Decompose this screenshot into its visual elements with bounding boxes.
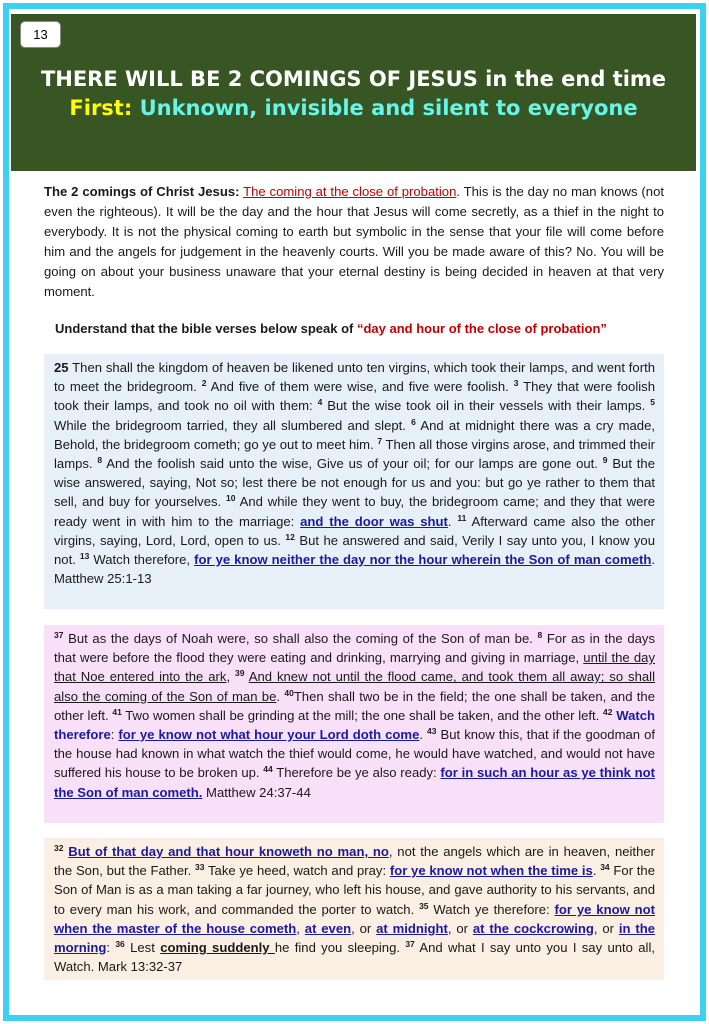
- highlighted-phrase[interactable]: for ye know not when the time is: [389, 863, 593, 879]
- highlighted-phrase[interactable]: in the morning: [54, 920, 656, 956]
- understand-text: Understand that the bible verses below speak of: [55, 321, 354, 336]
- verse-number: 34: [600, 862, 610, 873]
- verse-reference: Matthew 24:37-44: [202, 784, 311, 800]
- verse-text: For the Son of Man is as a man taking a far journey, who left his house, and gave authority to his servants, and to every man his work, and commanded the porter to watch.: [54, 863, 655, 917]
- verse-number: 39: [235, 668, 245, 679]
- verse-text: Then shall two be in the field; the one shall be taken, and the other left.: [54, 688, 655, 723]
- verse-number: 3: [513, 378, 519, 389]
- verse-text: ,: [226, 669, 236, 685]
- verse-number: 8: [537, 630, 543, 640]
- verse-number: 35: [419, 900, 429, 911]
- verse-number: 32: [54, 843, 64, 853]
- verse-text: Lest: [124, 940, 161, 956]
- verse-text: Watch ye therefore:: [428, 901, 555, 917]
- highlighted-phrase[interactable]: and the door was shut: [300, 513, 448, 529]
- header-banner: [11, 14, 696, 171]
- verse-text: Then shall the kingdom of heaven be likened unto ten virgins, which took their lamps, and went forth to meet the bridegroom.: [54, 360, 655, 395]
- verse-text: And while they went to buy, the bridegroom came; and they that were ready went in with him to the marriage:: [54, 494, 655, 529]
- verse-text: They that were foolish took their lamps, and took no oil with them:: [54, 379, 655, 414]
- matthew-24-passage: [44, 625, 664, 823]
- page-number: 13: [20, 21, 61, 48]
- verse-number: 2: [201, 378, 207, 389]
- verse-text: Take ye heed, watch and pray:: [204, 863, 390, 879]
- verse-text: But the wise took oil in their vessels with their lamps.: [322, 398, 651, 414]
- highlighted-phrase[interactable]: for ye know not when the master of the house cometh: [54, 901, 655, 936]
- verse-text: Then all those virgins arose, and trimmed their lamps.: [54, 436, 655, 472]
- verse-text: Afterward came also the other virgins, saying, Lord, Lord, open to us.: [54, 513, 655, 548]
- intro-lead: The 2 comings of Christ Jesus:: [44, 184, 240, 199]
- verse-number: 11: [457, 512, 467, 523]
- verse-number: 37: [405, 939, 415, 950]
- highlighted-phrase[interactable]: at the cockcrowing: [472, 920, 594, 936]
- highlighted-phrase[interactable]: for ye know not what hour your Lord doth come: [118, 727, 420, 743]
- verse-number: 4: [317, 397, 323, 408]
- verse-text: But he answered and said, Verily I say unto you, I know you not.: [54, 532, 655, 568]
- verse-text: :: [110, 727, 119, 743]
- verse-number: 8: [97, 455, 103, 466]
- verse-text: And at midnight there was a cry made, Behold, the bridegroom cometh; go ye out to meet him.: [54, 417, 655, 452]
- verse-number: 44: [263, 764, 273, 775]
- verse-text: Therefore be ye also ready:: [272, 765, 441, 781]
- verse-number: 7: [377, 435, 383, 446]
- verse-number: 6: [411, 416, 416, 427]
- intro-link[interactable]: The coming at the close of probation: [243, 184, 457, 199]
- verse-number: 9: [602, 455, 608, 466]
- verse-text: , or: [447, 920, 473, 936]
- verse-reference: And what I say unto you I say unto all, Watch. Mark 13:32-37: [54, 940, 655, 975]
- page-title: THERE WILL BE 2 COMINGS OF JESUS in the end time: [40, 67, 667, 91]
- underlined-phrase: until the day that Noe entered into the ark: [54, 650, 655, 685]
- verse-number: 42: [603, 706, 613, 717]
- verse-text: .: [592, 863, 601, 879]
- verse-text: For as in the days that were before the flood they were eating and drinking, marrying and giving in marriage,: [54, 631, 655, 666]
- verse-number: 10: [226, 493, 236, 504]
- verse-number: 13: [79, 551, 90, 562]
- verse-text: And the foolish said unto the wise, Give us of your oil; for our lamps are gone out.: [102, 456, 603, 472]
- verse-number: 41: [112, 706, 122, 717]
- verse-text: .: [276, 688, 285, 704]
- verse-number: 5: [650, 397, 655, 408]
- verse-number: 12: [285, 531, 295, 542]
- verse-reference: . Matthew 25:1-13: [54, 552, 655, 587]
- subtitle-lead: First:: [69, 96, 133, 120]
- verse-text: , or: [351, 920, 377, 936]
- verse-text: .: [447, 513, 458, 529]
- verse-text: But the wise answered, saying, Not so; lest there be not enough for us and you: but go ye rather to them that sell, and buy for yourselves.: [54, 456, 655, 510]
- verse-text: ,: [296, 920, 305, 936]
- highlighted-phrase[interactable]: at midnight: [376, 920, 448, 936]
- verse-text: , or: [593, 920, 619, 936]
- verse-text: he find you sleeping.: [274, 940, 406, 956]
- understand-note: [55, 319, 675, 339]
- verse-number: 37: [54, 630, 64, 640]
- verse-number: 33: [195, 862, 205, 873]
- highlighted-phrase[interactable]: But of that day and that hour knoweth no man, no: [68, 844, 389, 859]
- verse-text: But know this, that if the goodman of the house had known in what watch the thief would come, he would have watched, and would not have suffered his house to be broken up.: [54, 727, 655, 781]
- verse-number: 36: [115, 939, 125, 950]
- highlighted-phrase: Watch therefore: [54, 707, 655, 743]
- mark-13-passage: [44, 838, 664, 980]
- verse-text: :: [106, 940, 116, 956]
- matthew-25-passage: [44, 354, 664, 609]
- highlighted-phrase[interactable]: for ye know neither the day nor the hour wherein the Son of man cometh: [194, 552, 652, 568]
- verse-text: But as the days of Noah were, so shall also the coming of the Son of man be.: [63, 631, 538, 646]
- chapter-number: 25: [54, 360, 69, 375]
- verse-text: Watch therefore,: [89, 552, 195, 568]
- subtitle-rest: Unknown, invisible and silent to everyone: [139, 96, 638, 120]
- verse-number: 43: [427, 726, 437, 737]
- highlighted-phrase[interactable]: at even: [304, 920, 352, 936]
- underlined-phrase: coming suddenly: [160, 940, 275, 956]
- verse-text: .: [419, 727, 428, 743]
- verse-text: While the bridegroom tarried, they all slumbered and slept.: [54, 417, 412, 433]
- underlined-phrase: And knew not until the flood came, and took them all away; so shall also the coming of the Son of man be: [54, 669, 655, 704]
- intro-paragraph: [44, 182, 664, 302]
- verse-text: Two women shall be grinding at the mill; the one shall be taken, and the other left.: [121, 707, 604, 723]
- highlighted-phrase[interactable]: for in such an hour as ye think not the Son of man cometh.: [54, 765, 655, 800]
- verse-text: , not the angels which are in heaven, neither the Son, but the Father.: [54, 844, 655, 879]
- page-subtitle: [11, 94, 696, 122]
- understand-quote: “day and hour of the close of probation”: [356, 321, 607, 336]
- verse-number: 40: [284, 687, 294, 698]
- verse-text: And five of them were wise, and five were foolish.: [206, 379, 514, 395]
- intro-body: . This is the day no man knows (not even the righteous). It will be the day and the hour that Jesus will come secretly, as a thief in the night to everybody. It is not the physical coming to earth but symbolic in the sense that your file will come before him and the angels for judgement in the heavenly courts. Will you be made aware of this? No. You will be going on about your business unaware that your eternal destiny is being decided in heaven at that very moment.: [44, 184, 664, 299]
